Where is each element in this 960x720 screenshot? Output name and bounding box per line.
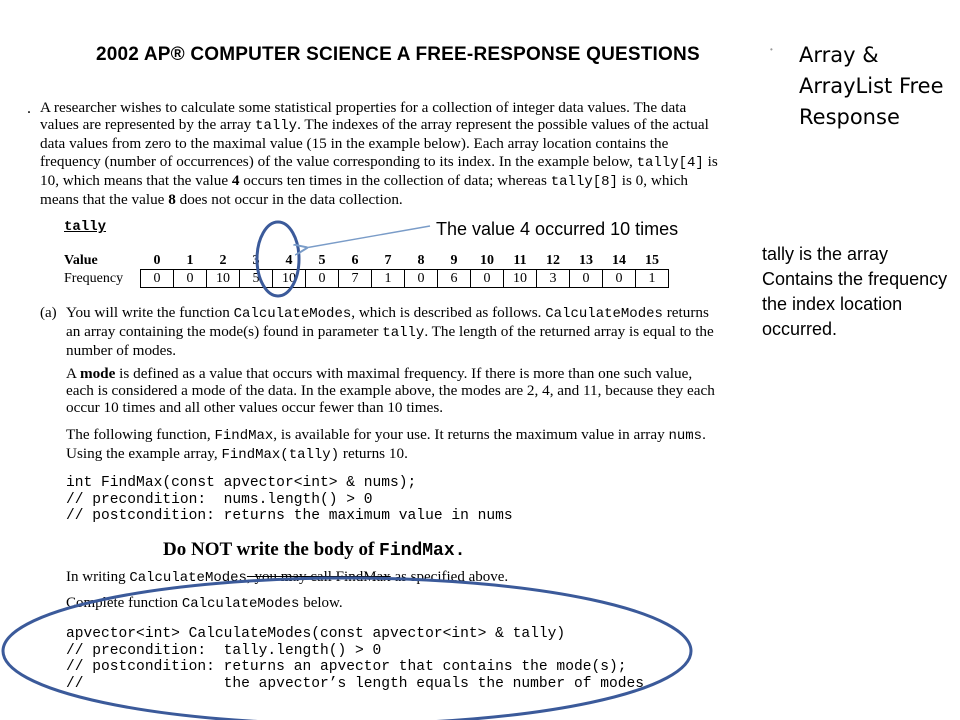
text-run: returns 10. bbox=[339, 445, 408, 462]
part-a-marker: (a) bbox=[40, 305, 57, 321]
part-a-description bbox=[66, 304, 722, 359]
tally-table bbox=[64, 252, 669, 288]
frequency-cell: 1 bbox=[372, 270, 405, 288]
inline-code: tally bbox=[255, 118, 298, 135]
bold-text: mode bbox=[79, 365, 116, 382]
value-cell: 5 bbox=[318, 252, 326, 268]
inline-code: tally bbox=[382, 325, 425, 341]
inline-code: tally[4] bbox=[636, 154, 704, 171]
writing-note-suffix: as specified above. bbox=[390, 569, 509, 585]
text-run: . Using the example array, bbox=[66, 426, 706, 462]
writing-note bbox=[66, 569, 508, 586]
value-cell: 0 bbox=[153, 252, 161, 268]
frequency-cell: 0 bbox=[603, 270, 636, 288]
bold-text: 8 bbox=[168, 191, 176, 209]
complete-note-suffix: below. bbox=[299, 595, 343, 611]
callout-text: The value 4 occurred 10 times bbox=[436, 219, 679, 239]
writing-note-struck: , you may call FindMax bbox=[246, 569, 391, 585]
text-run: A researcher wishes to calculate some statistical properties for a collection of integer data values. The data values are represented by the array bbox=[40, 99, 687, 134]
text-run: is 10, which means that the value bbox=[40, 152, 718, 189]
value-cell: 3 bbox=[252, 252, 260, 268]
do-not-write-text: Do NOT write the body of bbox=[163, 539, 380, 560]
text-run: returns an array containing the mode(s) found in parameter bbox=[66, 304, 709, 340]
slide-title: Array & ArrayList Free Response bbox=[799, 43, 944, 129]
complete-function-note bbox=[66, 595, 343, 612]
do-not-write-note bbox=[163, 539, 465, 561]
frequency-cell: 6 bbox=[438, 270, 471, 288]
value-row bbox=[64, 252, 669, 270]
bold-text: 4 bbox=[231, 171, 240, 189]
complete-note-func: CalculateModes bbox=[181, 596, 300, 612]
text-run: . The length of the returned array is equal to the number of modes. bbox=[66, 323, 714, 359]
text-run: is 0, which means that the value bbox=[40, 171, 688, 209]
value-cell: 8 bbox=[417, 252, 425, 268]
mode-definition bbox=[66, 365, 722, 416]
tally-array-label: tally bbox=[64, 219, 107, 235]
frequency-cell: 0 bbox=[141, 270, 174, 288]
value-cell: 6 bbox=[351, 252, 359, 268]
frequency-row bbox=[64, 270, 669, 288]
do-not-write-func: FindMax. bbox=[379, 541, 466, 561]
text-run: You will write the function bbox=[66, 304, 234, 321]
value-cell: 1 bbox=[186, 252, 194, 268]
text-run: , is available for your use. It returns the maximum value in array bbox=[273, 426, 669, 443]
text-run: . The indexes of the array represent the possible values of the actual data values from zero to the maximal value (15 in the example below). Each array location contains the frequency (number of occurrences) of the value corresponding to its index. In the example below, bbox=[40, 116, 709, 170]
inline-code: FindMax bbox=[214, 428, 274, 444]
value-cell: 12 bbox=[546, 252, 560, 268]
complete-note-prefix: Complete function bbox=[66, 595, 182, 611]
callout-arrow bbox=[305, 226, 430, 248]
frequency-cell: 0 bbox=[174, 270, 207, 288]
inline-code: tally[8] bbox=[550, 173, 618, 190]
frequency-cell: 0 bbox=[570, 270, 603, 288]
inline-code: nums bbox=[668, 428, 703, 444]
frequency-cell: 10 bbox=[273, 270, 306, 288]
text-run: The following function, bbox=[66, 426, 215, 443]
value-cell: 4 bbox=[285, 252, 293, 268]
frequency-cell: 1 bbox=[636, 270, 669, 288]
writing-note-func: CalculateModes bbox=[129, 570, 247, 586]
text-run: , which is described as follows. bbox=[351, 304, 546, 321]
value-cell: 9 bbox=[450, 252, 458, 268]
value-cell: 7 bbox=[384, 252, 392, 268]
text-run: does not occur in the data collection. bbox=[175, 191, 403, 209]
frequency-cell: 10 bbox=[207, 270, 240, 288]
value-cell: 2 bbox=[219, 252, 227, 268]
text-run: occurs ten times in the collection of data; whereas bbox=[239, 171, 551, 189]
frequency-cell: 10 bbox=[504, 270, 537, 288]
value-cell: 15 bbox=[645, 252, 659, 268]
value-cell: 13 bbox=[579, 252, 593, 268]
findmax-signature-code: int FindMax(const apvector<int> & nums); // precondition: nums.length() > 0 // postcondition: returns the maximum value in nums bbox=[66, 475, 513, 524]
value-cell: 11 bbox=[513, 252, 527, 268]
value-row-label: Value bbox=[64, 252, 98, 268]
value-cell: 10 bbox=[480, 252, 494, 268]
value-cell: 14 bbox=[612, 252, 626, 268]
frequency-cell: 5 bbox=[240, 270, 273, 288]
frequency-cell: 0 bbox=[471, 270, 504, 288]
question-marker: . bbox=[27, 100, 31, 117]
frequency-row-label: Frequency bbox=[64, 270, 124, 286]
text-run: is defined as a value that occurs with maximal frequency. If there is more than one such value, each is considered a mode of the data. In the example above, the modes are 2, 4, and 11, because they each occur 10 times and all other values occur fewer than 10 times. bbox=[66, 365, 715, 416]
inline-code: FindMax(tally) bbox=[221, 447, 340, 463]
exam-title: 2002 AP® COMPUTER SCIENCE A FREE-RESPONSE QUESTIONS bbox=[96, 44, 700, 65]
frequency-cell: 7 bbox=[339, 270, 372, 288]
frequency-cell: 0 bbox=[306, 270, 339, 288]
side-title-bullet: • bbox=[770, 45, 773, 54]
frequency-cell: 0 bbox=[405, 270, 438, 288]
text-run: A bbox=[66, 365, 80, 382]
findmax-description bbox=[66, 426, 722, 464]
frequency-cell: 3 bbox=[537, 270, 570, 288]
calculatemodes-signature-code: apvector<int> CalculateModes(const apvector<int> & tally) // precondition: tally.length() > 0 // postcondition: returns an apvector that contains the mode(s); // the apvector’s length equals the number of modes bbox=[66, 626, 645, 692]
writing-note-prefix: In writing bbox=[66, 569, 130, 585]
inline-code: CalculateModes bbox=[233, 306, 352, 322]
intro-paragraph bbox=[40, 99, 720, 208]
inline-code: CalculateModes bbox=[545, 306, 663, 322]
side-notes: tally is the array Contains the frequency the index location occurred. bbox=[762, 244, 948, 339]
